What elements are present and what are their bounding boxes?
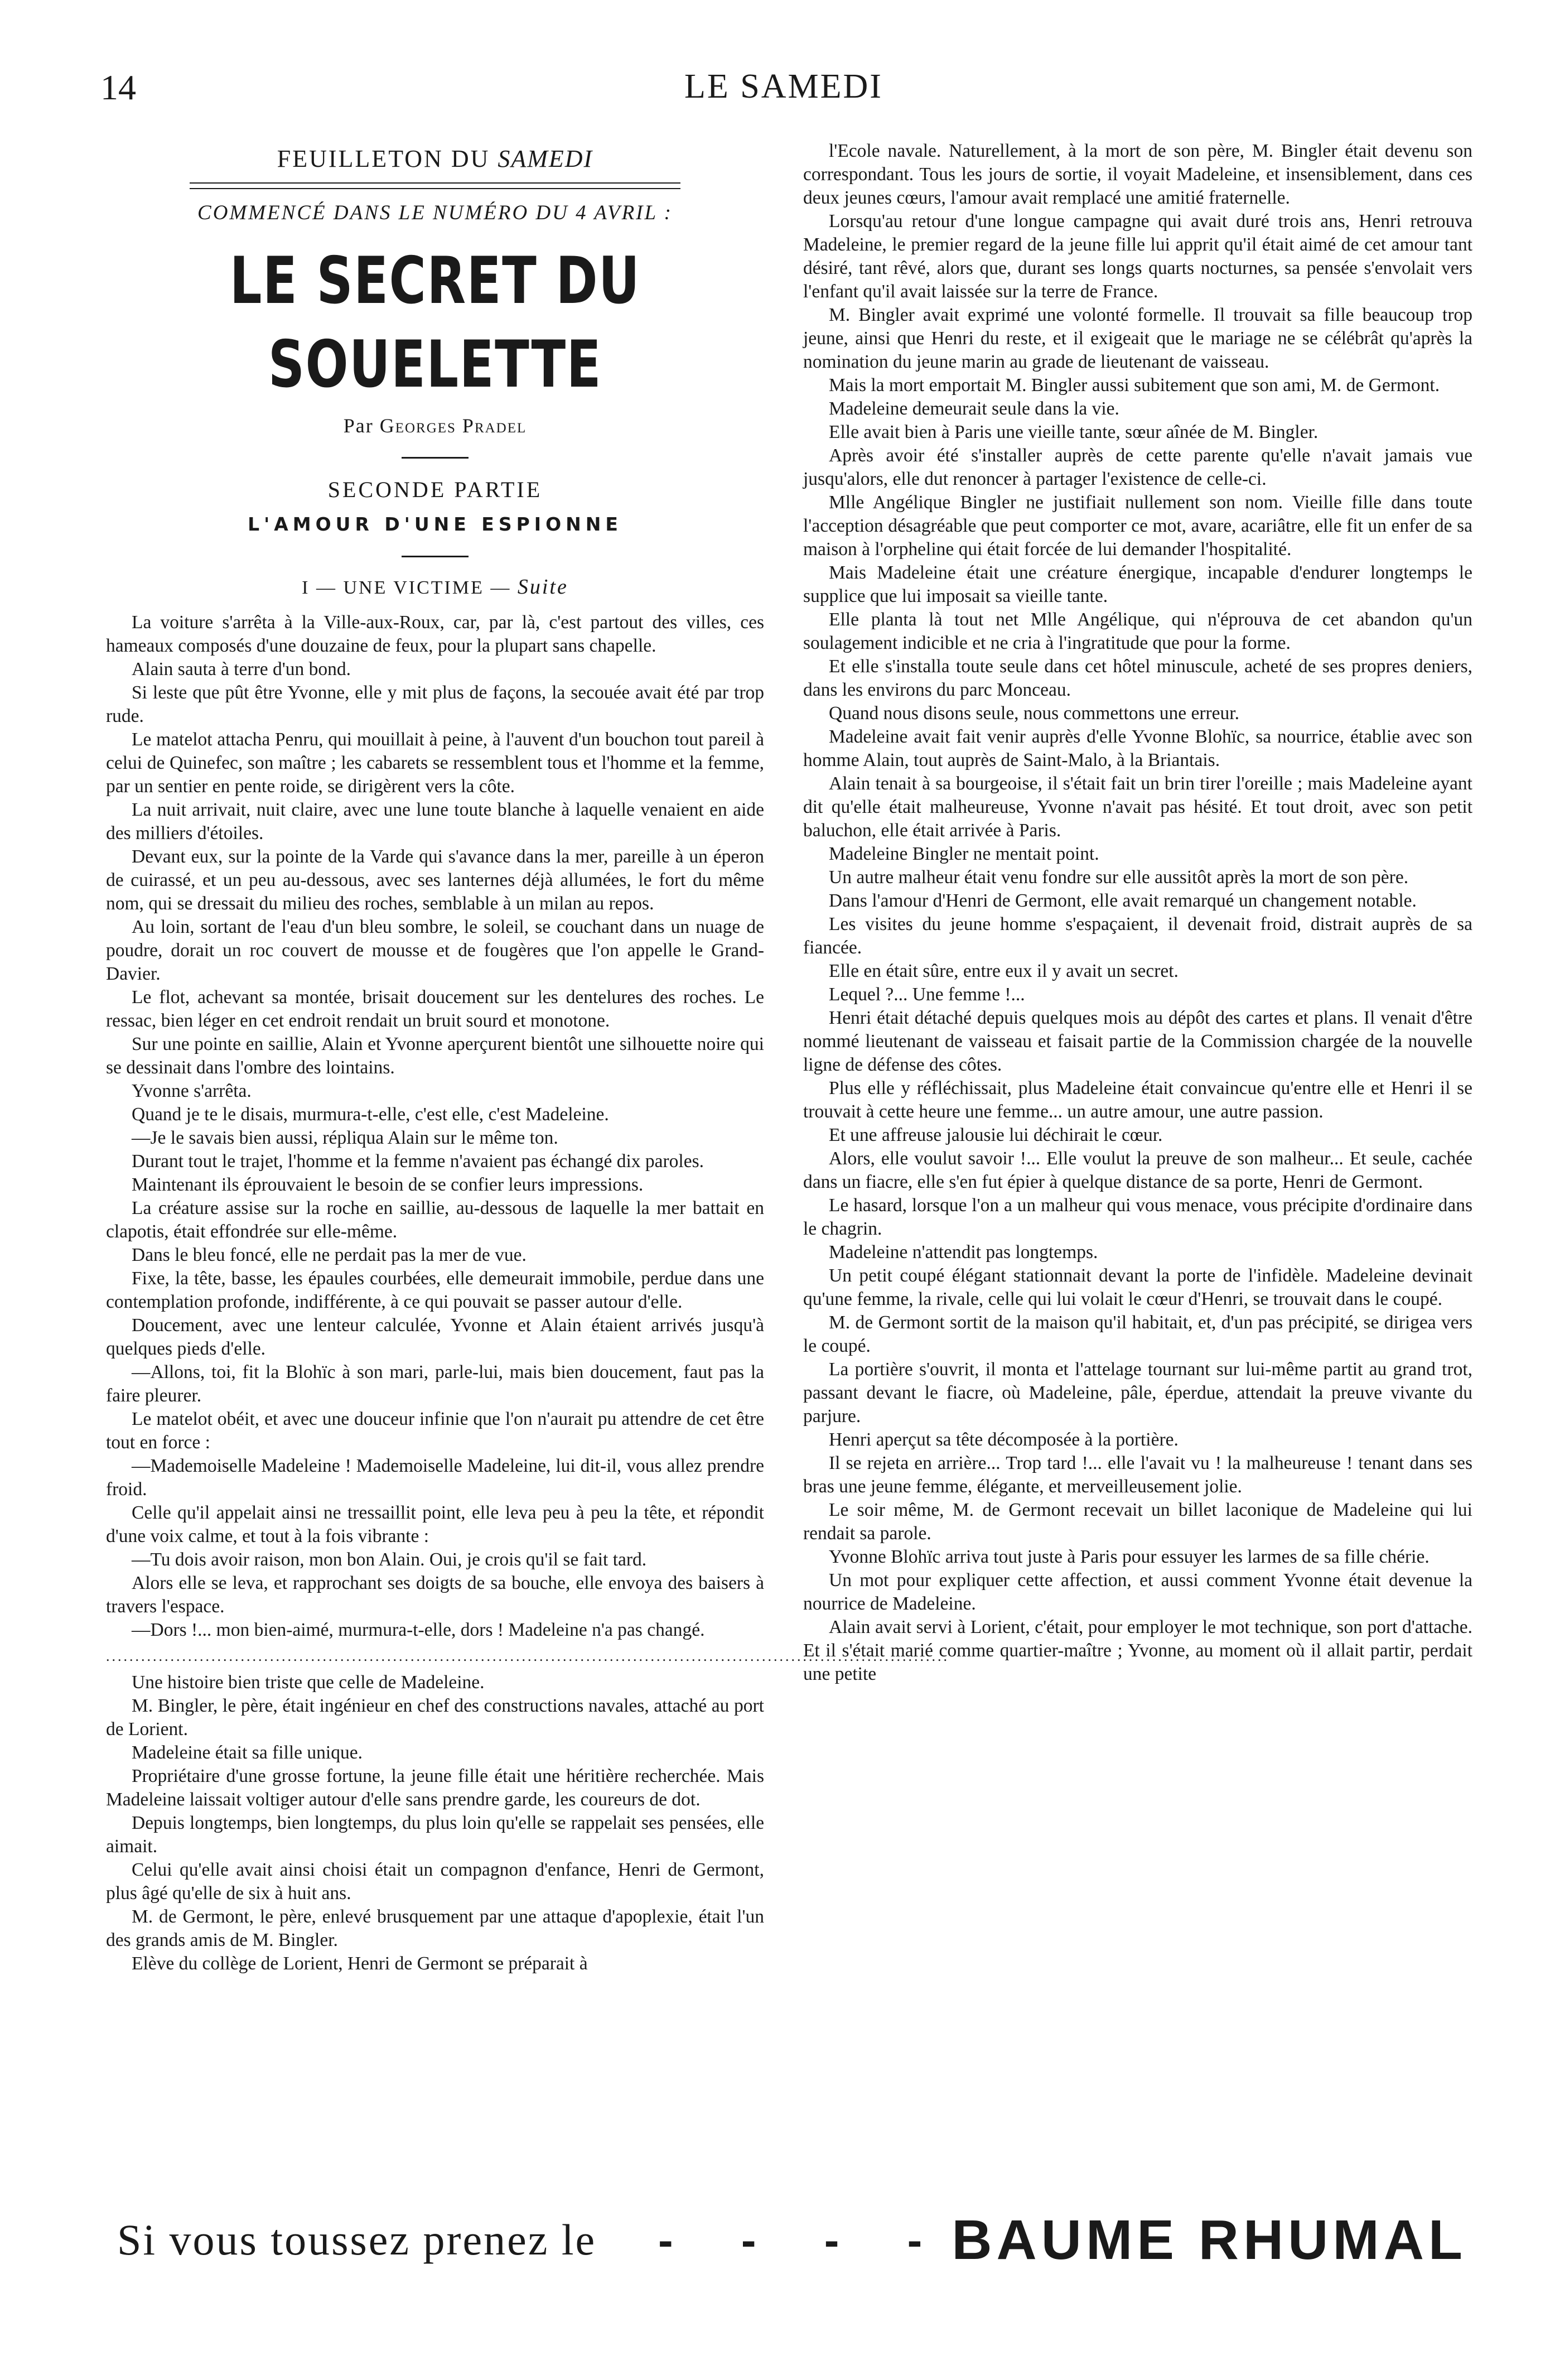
paragraph: Lorsqu'au retour d'une longue campagne qui avait duré trois ans, Henri retrouva Madeleine, le premier regard de la jeune fille lui apprit qu'il était aimé de cet amour tant désiré, tant rêvé, alors que, durant ses longs quarts nocturnes, sa pensée s'envolait vers l'enfant qu'il avait laissée sur la terre de France.: [803, 211, 1472, 302]
running-title: LE SAMEDI: [684, 68, 883, 105]
paragraph: Sur une pointe en saillie, Alain et Yvonne aperçurent bientôt une silhouette noire qui se dessinait dans l'ombre des lointains.: [106, 1034, 764, 1078]
page-number: 14: [100, 68, 136, 107]
feuilleton-prefix: FEUILLETON DU: [277, 145, 490, 172]
paragraph: Dans le bleu foncé, elle ne perdait pas la mer de vue.: [132, 1245, 527, 1265]
paragraph: Après avoir été s'installer auprès de cette parente qu'elle n'avait jamais vue jusqu'alors, elle dut renoncer à partager l'existence de celle-ci.: [803, 445, 1472, 489]
paragraph: Mais Madeleine était une créature énergique, incapable d'endurer longtemps le supplice que lui imposait sa vieille tante.: [803, 562, 1472, 606]
paragraph: Un petit coupé élégant stationnait devant la porte de l'infidèle. Madeleine devinait qu'une femme, la rivale, celle qui lui volait le cœur d'Henri, se trouvait dans le coupé.: [803, 1265, 1472, 1309]
paragraph: Celle qu'il appelait ainsi ne tressaillit point, elle leva peu à peu la tête, et répondit d'une voix calme, et tout à la fois vibrante :: [106, 1502, 764, 1546]
ad-brand: BAUME RHUMAL: [952, 2209, 1467, 2271]
paragraph: —Allons, toi, fit la Blohïc à son mari, parle-lui, mais bien doucement, faut pas la faire pleurer.: [106, 1362, 764, 1406]
paragraph: La nuit arrivait, nuit claire, avec une lune toute blanche à laquelle venaient en aide des milliers d'étoiles.: [106, 799, 764, 844]
paragraph: Madeleine n'attendit pas longtemps.: [829, 1242, 1098, 1263]
short-rule: [402, 556, 469, 557]
paragraph: Doucement, avec une lenteur calculée, Yvonne et Alain étaient arrivés jusqu'à quelques pieds d'elle.: [106, 1315, 764, 1359]
paragraph: Elle avait bien à Paris une vieille tante, sœur aînée de M. Bingler.: [829, 422, 1319, 442]
paragraph: Alain tenait à sa bourgeoise, il s'était fait un brin tirer l'oreille ; mais Madeleine ayant dit qu'elle était malheureuse, Yvonne n'avait pas hésité. Et tout droit, avec son petit baluchon, elle était arrivée à Paris.: [803, 773, 1472, 841]
ad-dashes: - - - -: [658, 2215, 950, 2265]
paragraph: La voiture s'arrêta à la Ville-aux-Roux, car, par là, c'est partout des villes, ces hameaux composés d'une douzaine de feux, pour la plupart sans chapelle.: [106, 612, 764, 656]
paragraph: Yvonne s'arrêta.: [132, 1081, 252, 1101]
advertisement-footer: [100, 2209, 1467, 2276]
paragraph: Le soir même, M. de Germont recevait un billet laconique de Madeleine qui lui rendait sa parole.: [803, 1500, 1472, 1544]
paragraph: Depuis longtemps, bien longtemps, du plus loin qu'elle se rappelait ses pensées, elle aimait.: [106, 1813, 764, 1857]
chapter-suffix: Suite: [517, 575, 568, 599]
paragraph: Henri était détaché depuis quelques mois au dépôt des cartes et plans. Il venait d'être nommé lieutenant de vaisseau et faisait partie de la Commission chargée de la nouvelle ligne de défense des côtes.: [803, 1008, 1472, 1075]
ad-text: Si vous toussez prenez le: [117, 2215, 597, 2264]
feuilleton-heading: [106, 142, 764, 176]
paragraph: —Je le savais bien aussi, répliqua Alain sur le même ton.: [132, 1128, 558, 1148]
paragraph: Quand nous disons seule, nous commettons une erreur.: [829, 703, 1239, 724]
double-rule: [190, 182, 680, 189]
paragraph: —Tu dois avoir raison, mon bon Alain. Oui, je crois qu'il se fait tard.: [132, 1549, 647, 1570]
paragraph: M. de Germont sortit de la maison qu'il habitait, et, d'un pas précipité, se dirigea vers le coupé.: [803, 1312, 1472, 1356]
author-line: [106, 410, 764, 441]
page-header: [100, 67, 1467, 112]
paragraph: Les visites du jeune homme s'espaçaient, il devenait froid, distrait auprès de sa fiancée.: [803, 914, 1472, 958]
paragraph: M. Bingler, le père, était ingénieur en chef des constructions navales, attaché au port de Lorient.: [106, 1695, 764, 1740]
right-column: [803, 139, 1472, 1686]
author-name: Georges Pradel: [379, 415, 527, 437]
paragraph: Propriétaire d'une grosse fortune, la jeune fille était une héritière recherchée. Mais Madeleine laissait voltiger autour d'elle sans prendre garde, les coureurs de dot.: [106, 1766, 764, 1810]
paragraph: Si leste que pût être Yvonne, elle y mit plus de façons, la secouée avait été par trop rude.: [106, 682, 764, 726]
paragraph: Mais la mort emportait M. Bingler aussi subitement que son ami, M. de Germont.: [829, 375, 1440, 396]
paragraph: Elle planta là tout net Mlle Angélique, qui n'éprouva de cet abandon qu'un soulagement indicible et ne cria à l'ingratitude que pour la forme.: [803, 609, 1472, 653]
paragraph: Le matelot obéit, et avec une douceur infinie que l'on n'aurait pu attendre de cet être tout en force :: [106, 1409, 764, 1453]
paragraph: Au loin, sortant de l'eau d'un bleu sombre, le soleil, se couchant dans un nuage de poudre, dorait un roc couvert de mousse et de fougères que l'on appelle le Grand-Davier.: [106, 917, 764, 984]
paragraph: Alors, elle voulut savoir !... Elle voulut la preuve de son malheur... Et seule, cachée dans un fiacre, elle s'en fut épier à quelque distance de sa porte, Henri de Germont.: [803, 1148, 1472, 1192]
paragraph: Le hasard, lorsque l'on a un malheur qui vous menace, vous précipite d'ordinaire dans le chagrin.: [803, 1195, 1472, 1239]
paragraph: M. Bingler avait exprimé une volonté formelle. Il trouvait sa fille beaucoup trop jeune, ainsi que Henri du reste, et il exigeait que le mariage ne se célébrât qu'après la nomination du jeune marin au grade de lieutenant de vaisseau.: [803, 305, 1472, 372]
paragraph: La portière s'ouvrit, il monta et l'attelage tournant sur lui-même partit au grand trot, passant devant le fiacre, où Madeleine, pâle, éperdue, attendait la preuve vivante du parjure.: [803, 1359, 1472, 1427]
paragraph: Le matelot attacha Penru, qui mouillait à peine, à l'auvent d'un bouchon tout pareil à celui de Quinefec, son maître ; les cabarets se ressemblent tous et l'homme et la femme, par un sentier en pente roide, se dirigèrent vers la côte.: [106, 729, 764, 797]
paragraph: —Mademoiselle Madeleine ! Mademoiselle Madeleine, lui dit-il, vous allez prendre froid.: [106, 1456, 764, 1500]
paragraph: Plus elle y réfléchissait, plus Madeleine était convaincue qu'entre elle et Henri il se trouvait à cette heure une femme... un autre amour, une autre passion.: [803, 1078, 1472, 1122]
partie-heading: SECONDE PARTIE: [327, 477, 543, 502]
paragraph: Elle en était sûre, entre eux il y avait un secret.: [829, 961, 1179, 981]
paragraph: Madeleine Bingler ne mentait point.: [829, 844, 1099, 864]
paragraph: Un mot pour expliquer cette affection, et aussi comment Yvonne était devenue la nourrice de Madeleine.: [803, 1570, 1472, 1614]
paragraph: Henri aperçut sa tête décomposée à la portière.: [829, 1429, 1179, 1450]
paragraph: Yvonne Blohïc arriva tout juste à Paris pour essuyer les larmes de sa fille chérie.: [829, 1546, 1430, 1567]
paragraph: Quand je te le disais, murmura-t-elle, c'est elle, c'est Madeleine.: [132, 1104, 609, 1125]
paragraph: Dans l'amour d'Henri de Germont, elle avait remarqué un changement notable.: [829, 890, 1417, 911]
chapter-prefix: I — UNE VICTIME —: [302, 577, 511, 598]
paragraph: Alors elle se leva, et rapprochant ses doigts de sa bouche, elle envoya des baisers à travers l'espace.: [106, 1573, 764, 1617]
paragraph: Une histoire bien triste que celle de Madeleine.: [132, 1672, 485, 1693]
paragraph: Lequel ?... Une femme !...: [829, 984, 1025, 1005]
paragraph: Madeleine demeurait seule dans la vie.: [829, 398, 1119, 419]
paragraph: Fixe, la tête, basse, les épaules courbées, elle demeurait immobile, perdue dans une contemplation profonde, indifférente, à ce qui pouvait se passer autour d'elle.: [106, 1268, 764, 1312]
paragraph: Maintenant ils éprouvaient le besoin de se confier leurs impressions.: [132, 1174, 644, 1195]
part-subtitle: L'AMOUR D'UNE ESPIONNE: [248, 513, 622, 535]
paragraph: Un autre malheur était venu fondre sur elle aussitôt après la mort de son père.: [829, 867, 1409, 888]
section-separator: ................................................................................................................................................: [106, 1648, 949, 1664]
paragraph: Et elle s'installa toute seule dans cet hôtel minuscule, acheté de ses propres deniers, dans les environs du parc Monceau.: [803, 656, 1472, 700]
paragraph: Elève du collège de Lorient, Henri de Germont se préparait à: [132, 1953, 588, 1974]
chapter-heading: [106, 573, 764, 602]
short-rule: [402, 457, 469, 459]
serial-title: LE SECRET DU SOUELETTE: [229, 243, 641, 402]
paragraph: M. de Germont, le père, enlevé brusquement par une attaque d'apoplexie, était l'un des grands amis de M. Bingler.: [106, 1906, 764, 1950]
paragraph: —Dors !... mon bien-aimé, murmura-t-elle, dors ! Madeleine n'a pas changé.: [132, 1620, 705, 1640]
paragraph: Le flot, achevant sa montée, brisait doucement sur les dentelures des roches. Le ressac, bien léger en cet endroit rendait un bruit sourd et monotone.: [106, 987, 764, 1031]
paragraph: Alain sauta à terre d'un bond.: [132, 659, 351, 680]
paragraph: Durant tout le trajet, l'homme et la femme n'avaient pas échangé dix paroles.: [132, 1151, 704, 1172]
paragraph: La créature assise sur la roche en saillie, au-dessous de laquelle la mer battait en clapotis, était effondrée sur elle-même.: [106, 1198, 764, 1242]
left-body-part-b: [106, 1671, 764, 1976]
paragraph: Et une affreuse jalousie lui déchirait le cœur.: [829, 1125, 1163, 1145]
author-prefix: Par: [343, 415, 374, 437]
paragraph: Madeleine était sa fille unique.: [132, 1742, 363, 1763]
left-body-part-a: [106, 611, 764, 1642]
feuilleton-italic: SAMEDI: [498, 145, 593, 172]
paragraph: Alain avait servi à Lorient, c'était, pour employer le mot technique, son port d'attache. Et il s'était marié comme quartier-maître ; Yvonne, au moment où il allait partir, perdait une petite: [803, 1617, 1472, 1684]
paragraph: Il se rejeta en arrière... Trop tard !... elle l'avait vu ! la malheureuse ! tenant dans ses bras une jeune femme, élégante, et merveilleusement jolie.: [803, 1453, 1472, 1497]
paragraph: Madeleine avait fait venir auprès d'elle Yvonne Blohïc, sa nourrice, établie avec son homme Alain, tout auprès de Saint-Malo, à la Briantais.: [803, 726, 1472, 770]
paragraph: l'Ecole navale. Naturellement, à la mort de son père, M. Bingler était devenu son correspondant. Tous les jours de sortie, il voyait Madeleine, et insensiblement, dans ces deux jeunes cœurs, l'amour avait remplacé une amitié fraternelle.: [803, 141, 1472, 208]
paragraph: Celui qu'elle avait ainsi choisi était un compagnon d'enfance, Henri de Germont, plus âgé qu'elle de six à huit ans.: [106, 1859, 764, 1904]
paragraph: Mlle Angélique Bingler ne justifiait nullement son nom. Vieille fille dans toute l'acception désagréable que peut comporter ce mot, avare, acariâtre, elle fit un enfer de sa maison à l'orpheline qui était forcée de lui demander l'hospitalité.: [803, 492, 1472, 560]
commence-notice: COMMENCÉ DANS LE NUMÉRO DU 4 AVRIL :: [197, 201, 673, 224]
right-body: [803, 139, 1472, 1686]
paragraph: Devant eux, sur la pointe de la Varde qui s'avance dans la mer, pareille à un éperon de cuirassé, et un peu au-dessous, avec ses lanternes déjà allumées, le fort du même nom, qui se dressait du milieu des roches, semblable à un milan au repos.: [106, 846, 764, 914]
